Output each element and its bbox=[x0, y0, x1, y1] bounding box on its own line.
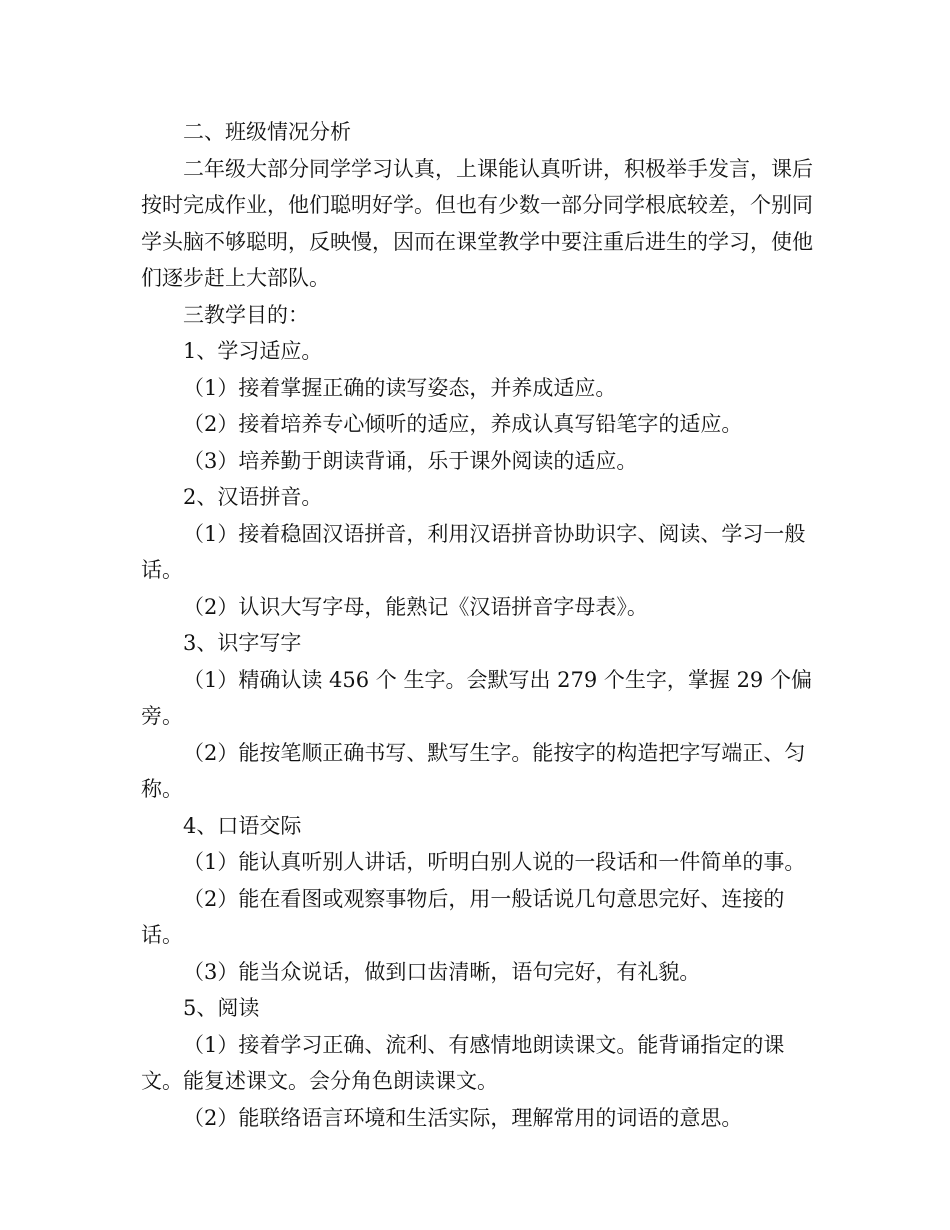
list-item-habit-3: （3）培养勤于朗读背诵，乐于课外阅读的适应。 bbox=[183, 448, 638, 473]
list-item-oral-3: （3）能当众说话，做到口齿清晰，语句完好，有礼貌。 bbox=[183, 959, 701, 984]
subheading-oral-communication: 4、口语交际 bbox=[183, 813, 302, 838]
subheading-reading: 5、阅读 bbox=[183, 996, 260, 1020]
list-item-pinyin-2: （2）认识大写字母，能熟记《汉语拼音字母表》。 bbox=[183, 594, 648, 619]
paragraph-class-analysis: 二年级大部分同学学习认真，上课能认真听讲，积极举手发言，课后按时完成作业，他们聪明好学。但也有少数一部分同学根底较差，个别同学头脑不够聪明，反映慢，因而在课堂教学中要注重后进生的学习，使他们逐步赶上大部队。 bbox=[141, 156, 813, 290]
list-item-habit-1: （1）接着掌握正确的读写姿态，并养成适应。 bbox=[183, 375, 617, 400]
list-item-literacy-1: （1）精确认读 456 个 生字。会默写出 279 个生字，掌握 29 个偏旁。 bbox=[141, 667, 812, 728]
section-heading-teaching-goals: 三教学目的： bbox=[183, 302, 309, 327]
list-item-literacy-2: （2）能按笔顺正确书写、默写生字。能按字的构造把字写端正、匀称。 bbox=[141, 740, 806, 801]
list-item-oral-2: （2）能在看图或观察事物后，用一般话说几句意思完好、连接的话。 bbox=[141, 886, 785, 947]
list-item-pinyin-1: （1）接着稳固汉语拼音，利用汉语拼音协助识字、阅读、学习一般话。 bbox=[141, 521, 806, 582]
subheading-learning-habits: 1、学习适应。 bbox=[183, 339, 323, 363]
document-body bbox=[141, 114, 821, 1136]
subheading-literacy-writing: 3、识字写字 bbox=[183, 631, 302, 655]
list-item-habit-2: （2）接着培养专心倾听的适应，养成认真写铅笔字的适应。 bbox=[183, 412, 743, 436]
list-item-reading-2: （2）能联络语言环境和生活实际，理解常用的词语的意思。 bbox=[183, 1105, 743, 1130]
list-item-oral-1: （1）能认真听别人讲话，听明白别人说的一段话和一件简单的事。 bbox=[183, 850, 806, 874]
list-item-reading-1: （1）接着学习正确、流利、有感情地朗读课文。能背诵指定的课文。能复述课文。会分角色朗读课文。 bbox=[141, 1032, 785, 1093]
section-heading-class-analysis: 二、班级情况分析 bbox=[183, 120, 351, 144]
subheading-pinyin: 2、汉语拼音。 bbox=[183, 485, 323, 509]
